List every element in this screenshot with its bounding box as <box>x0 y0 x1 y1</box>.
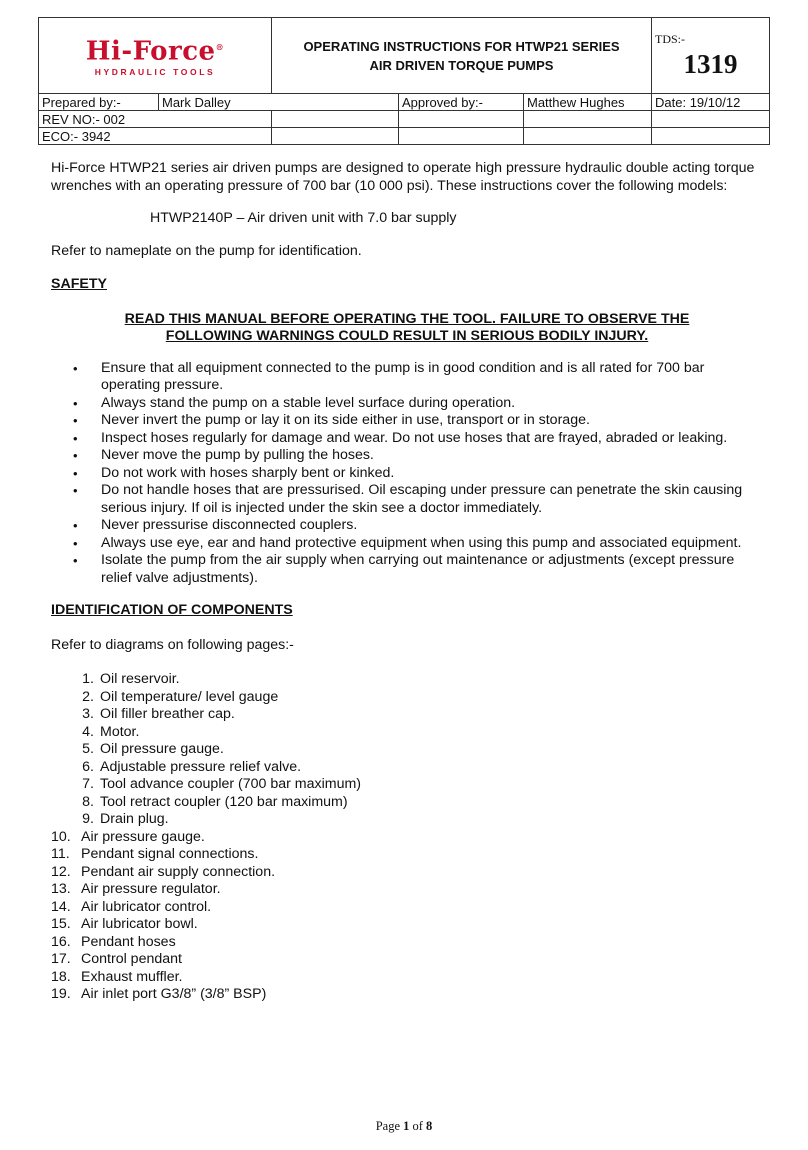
component-item <box>51 969 763 987</box>
component-number: 12. <box>51 863 71 880</box>
component-text: Oil temperature/ level gauge <box>100 688 279 705</box>
components-list <box>51 671 763 1004</box>
component-text: Oil filler breather cap. <box>100 706 235 722</box>
component-item <box>51 759 763 777</box>
component-number: 1. <box>82 671 94 687</box>
bullet-icon: • <box>73 483 78 498</box>
component-number: 3. <box>82 706 94 722</box>
bullet-icon: • <box>73 553 78 568</box>
component-text: Air lubricator bowl. <box>81 916 198 932</box>
bullet-icon: • <box>73 518 78 533</box>
bullet-icon: • <box>73 395 78 411</box>
component-text: Oil pressure gauge. <box>100 741 224 757</box>
document-body <box>51 160 763 1004</box>
refer-nameplate: Refer to nameplate on the pump for identification. <box>51 242 362 259</box>
component-number: 6. <box>82 758 94 775</box>
component-number: 8. <box>82 793 94 810</box>
component-text: Air pressure gauge. <box>81 828 205 845</box>
tds-box: TDS:- 1319 <box>652 18 770 94</box>
prepared-label: Prepared by:- <box>39 94 159 111</box>
intro-paragraph: Hi-Force HTWP21 series air driven pumps are designed to operate high pressure hydraulic double acting torque wrenches with an operating pressure of 700 bar (10 000 psi). These instructions cover the following models: <box>51 160 755 194</box>
safety-item: • Inspect hoses regularly for damage and wear. Do not use hoses that are frayed, abraded or leaking. <box>73 429 728 446</box>
component-item <box>51 881 763 899</box>
component-item <box>51 794 763 812</box>
bullet-icon: • <box>73 430 78 446</box>
bullet-icon: • <box>73 465 78 481</box>
bullet-icon: • <box>73 535 78 551</box>
prepared-value: Mark Dalley <box>159 94 399 111</box>
component-number: 4. <box>82 723 94 740</box>
component-item <box>51 934 763 952</box>
bullet-icon: • <box>73 448 78 463</box>
component-item <box>51 776 763 794</box>
safety-item: • Always use eye, ear and hand protective equipment when using this pump and associated equipment. <box>73 534 742 551</box>
component-text: Pendant signal connections. <box>81 846 259 862</box>
safety-item: • Do not work with hoses sharply bent or kinked. <box>73 464 395 481</box>
eco-number: ECO:- 3942 <box>39 128 272 145</box>
revision-number: REV NO:- 002 <box>39 111 272 128</box>
document-title: OPERATING INSTRUCTIONS FOR HTWP21 SERIES AIR DRIVEN TORQUE PUMPS <box>272 18 652 94</box>
component-number: 18. <box>51 968 71 985</box>
document-header-table <box>38 17 770 145</box>
component-item <box>51 671 763 689</box>
component-item <box>51 916 763 934</box>
component-text: Adjustable pressure relief valve. <box>100 758 302 775</box>
component-number: 15. <box>51 916 71 932</box>
component-text: Tool retract coupler (120 bar maximum) <box>100 793 348 810</box>
component-item <box>51 864 763 882</box>
safety-list <box>51 360 763 588</box>
bullet-icon: • <box>73 360 78 376</box>
safety-warning: READ THIS MANUAL BEFORE OPERATING THE TOOL. FAILURE TO OBSERVE THE FOLLOWING WARNINGS COULD RESULT IN SERIOUS BODILY INJURY. <box>124 310 690 344</box>
safety-item: • Never invert the pump or lay it on its side either in use, transport or in storage. <box>73 412 590 428</box>
component-number: 11. <box>51 846 70 862</box>
component-number: 14. <box>51 898 71 915</box>
component-item <box>51 899 763 917</box>
document-date: Date: 19/10/12 <box>652 94 770 111</box>
component-item <box>51 951 763 969</box>
approved-value: Matthew Hughes <box>524 94 652 111</box>
component-item <box>51 811 763 829</box>
model-line: HTWP2140P – Air driven unit with 7.0 bar supply <box>150 210 457 226</box>
approved-label: Approved by:- <box>399 94 524 111</box>
component-text: Tool advance coupler (700 bar maximum) <box>100 776 362 792</box>
component-text: Air lubricator control. <box>81 898 212 915</box>
tds-number: 1319 <box>683 49 738 79</box>
safety-item: • Ensure that all equipment connected to the pump is in good condition and is all rated for 700 bar operating pressure. <box>73 359 705 393</box>
components-heading: IDENTIFICATION OF COMPONENTS <box>51 602 293 618</box>
safety-item: • Always stand the pump on a stable level surface during operation. <box>73 394 516 411</box>
component-number: 16. <box>51 933 71 950</box>
component-number: 7. <box>82 776 94 792</box>
safety-item: • Never move the pump by pulling the hoses. <box>73 447 374 463</box>
component-item <box>51 689 763 707</box>
components-intro: Refer to diagrams on following pages:- <box>51 636 294 653</box>
component-item <box>51 829 763 847</box>
component-item <box>51 986 763 1004</box>
page-footer: Page 1 of 8 <box>375 1119 433 1133</box>
component-number: 19. <box>51 986 71 1002</box>
component-text: Exhaust muffler. <box>81 968 183 985</box>
component-text: Oil reservoir. <box>100 671 180 687</box>
component-item <box>51 741 763 759</box>
component-text: Air inlet port G3/8” (3/8” BSP) <box>81 986 267 1002</box>
component-text: Air pressure regulator. <box>81 881 221 897</box>
component-text: Drain plug. <box>100 811 169 827</box>
component-number: 5. <box>82 741 94 757</box>
safety-heading: SAFETY <box>51 276 107 292</box>
safety-item: • Never pressurise disconnected couplers. <box>73 517 358 533</box>
component-number: 2. <box>82 688 94 705</box>
component-number: 17. <box>51 951 71 967</box>
component-number: 10. <box>51 828 71 845</box>
component-text: Motor. <box>100 723 140 740</box>
company-logo: Hi-Force® HYDRAULIC TOOLS <box>39 18 272 94</box>
component-item <box>51 724 763 742</box>
component-number: 9. <box>82 811 94 827</box>
safety-item: • Isolate the pump from the air supply when carrying out maintenance or adjustments (except pressure relief valve adjustments). <box>73 552 735 586</box>
bullet-icon: • <box>73 413 78 428</box>
component-number: 13. <box>51 881 71 897</box>
component-item <box>51 706 763 724</box>
component-text: Control pendant <box>81 951 182 967</box>
component-text: Pendant air supply connection. <box>81 863 276 880</box>
safety-item: • Do not handle hoses that are pressurised. Oil escaping under pressure can penetrate the skin causing serious injury. If oil is injected under the skin see a doctor immediately. <box>73 482 743 516</box>
component-text: Pendant hoses <box>81 933 176 950</box>
component-item <box>51 846 763 864</box>
